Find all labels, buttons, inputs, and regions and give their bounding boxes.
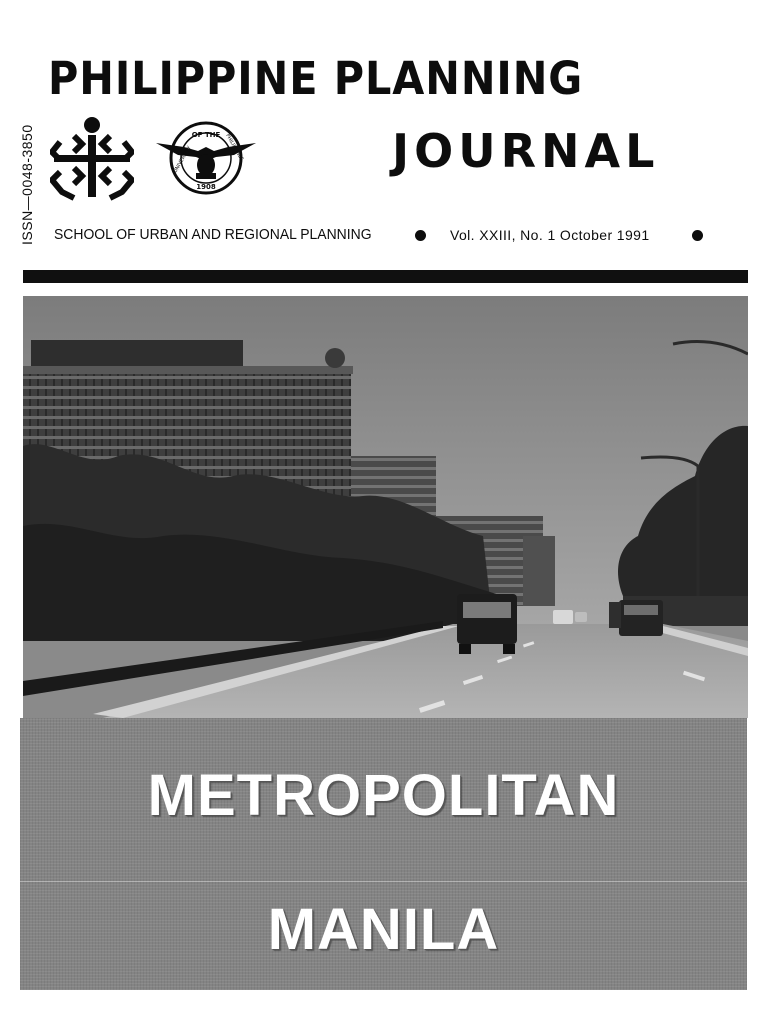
cover-title-word2: MANILA (267, 897, 500, 962)
issue-info: Vol. XXIII, No. 1 October 1991 (450, 227, 650, 243)
seal-ring-left: UNIVERSITY (172, 145, 193, 174)
journal-title-line1: PHILIPPINE PLANNING (48, 52, 584, 105)
header-rule (23, 270, 748, 283)
panel-divider (20, 881, 747, 882)
bullet-icon (692, 230, 703, 241)
issn-number: ISSN—0048-3850 (19, 124, 35, 245)
bullet-icon (415, 230, 426, 241)
seal-year: 1908 (196, 183, 216, 191)
cover-photo (23, 296, 748, 718)
surp-emblem-icon (50, 116, 134, 202)
cover-title-word1: METROPOLITAN (147, 763, 620, 828)
journal-title-line2: JOURNAL (392, 124, 660, 178)
city-avenue-photo (23, 296, 748, 718)
seal-text-top: OF THE (191, 131, 221, 139)
cover-title-panel (20, 718, 747, 990)
school-name: SCHOOL OF URBAN AND REGIONAL PLANNING (54, 226, 372, 243)
university-seal-icon (154, 121, 258, 195)
seal-ring-right: PHILIPPINES (224, 133, 245, 163)
